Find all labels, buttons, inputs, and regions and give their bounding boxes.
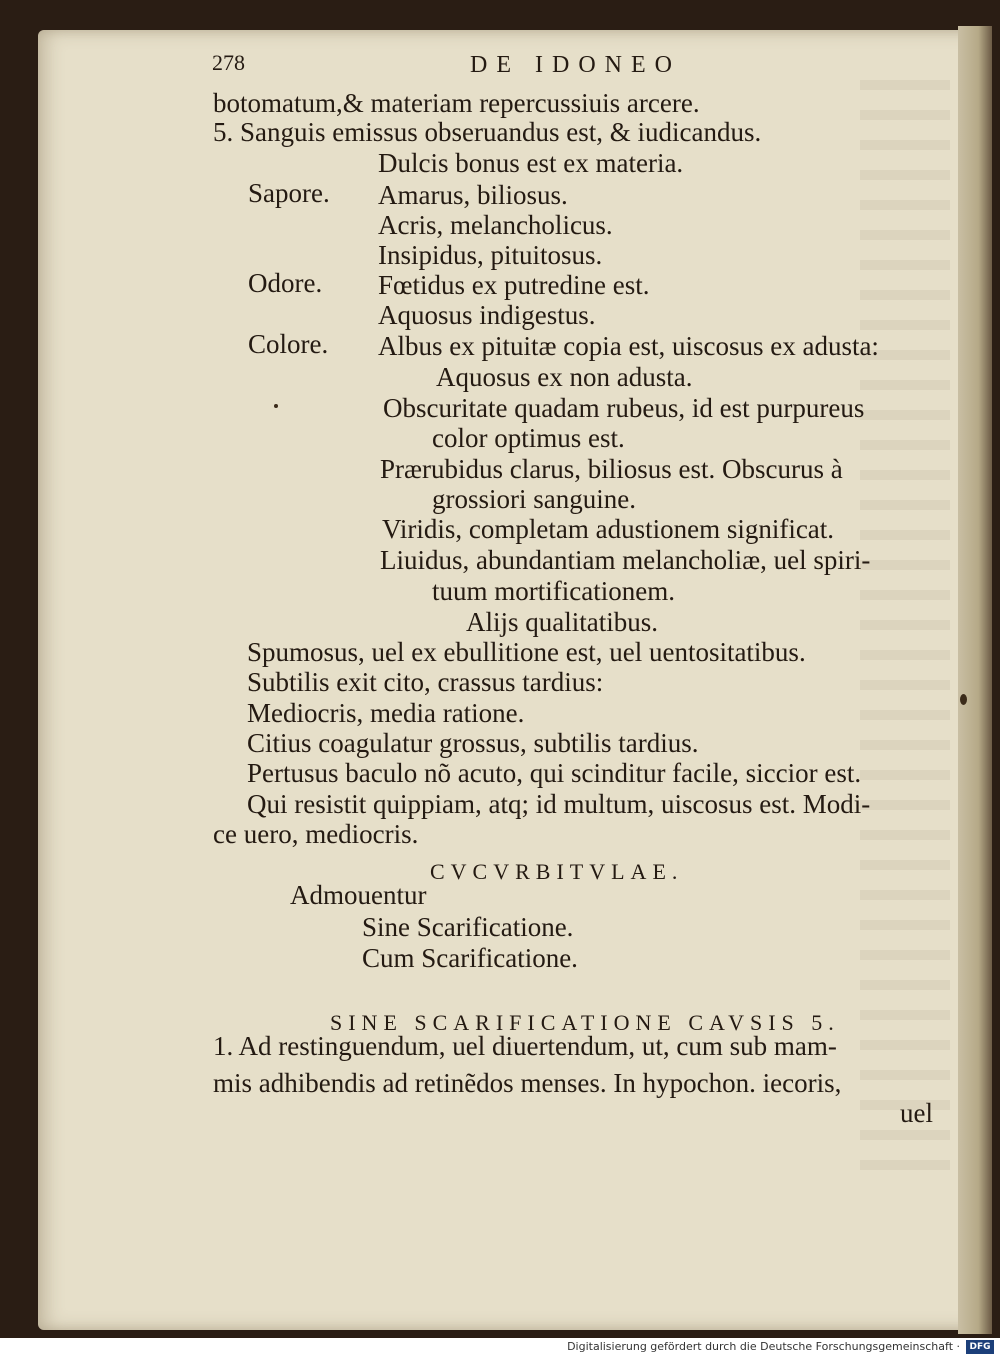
text-line: tuum mortificationem. xyxy=(432,576,675,606)
text-line: Prærubidus clarus, biliosus est. Obscurus à xyxy=(380,454,843,484)
page-number: 278 xyxy=(212,50,245,75)
text-line: ce uero, mediocris. xyxy=(213,819,419,849)
running-title: DE IDONEO xyxy=(470,52,681,78)
footer-bar xyxy=(0,1338,1000,1357)
catchword: uel xyxy=(900,1098,933,1128)
text-line: 5. Sanguis emissus obseruandus est, & iudicandus. xyxy=(213,117,762,147)
text-line: Albus ex pituitæ copia est, uiscosus ex adusta: xyxy=(378,331,879,361)
text-line: Acris, melancholicus. xyxy=(378,210,613,240)
bleed-through xyxy=(860,80,950,1180)
section-heading: CVCVRBITVLAE. xyxy=(430,859,684,884)
text-line: 1. Ad restinguendum, uel diuertendum, ut, cum sub mam- xyxy=(213,1031,837,1061)
text-line: Sine Scarificatione. xyxy=(362,912,574,942)
text-line: Aquosus ex non adusta. xyxy=(436,362,693,392)
section-heading: SINE SCARIFICATIONE CAVSIS 5. xyxy=(330,1010,840,1035)
dfg-logo: DFG xyxy=(966,1340,994,1354)
funding-credit: Digitalisierung gefördert durch die Deutsche Forschungsgemeinschaft · xyxy=(567,1340,960,1353)
text-line: botomatum,& materiam repercussiuis arcere. xyxy=(213,88,700,118)
text-line: Dulcis bonus est ex materia. xyxy=(378,148,684,178)
text-line: Subtilis exit cito, crassus tardius: xyxy=(247,667,604,697)
side-label: Sapore. xyxy=(248,178,330,208)
text-line: Mediocris, media ratione. xyxy=(247,698,525,728)
text-line: Cum Scarificatione. xyxy=(362,943,578,973)
text-line: Fœtidus ex putredine est. xyxy=(378,270,650,300)
text-line: color optimus est. xyxy=(432,423,625,453)
text-line: Citius coagulatur grossus, subtilis tardius. xyxy=(247,728,699,758)
text-line: grossiori sanguine. xyxy=(432,484,636,514)
ink-spot xyxy=(960,694,967,705)
page-edge xyxy=(958,26,992,1334)
text-line: Pertusus baculo nõ acuto, qui scinditur facile, siccior est. xyxy=(247,758,862,788)
text-line: Spumosus, uel ex ebullitione est, uel uentositatibus. xyxy=(247,637,806,667)
text-line: Liuidus, abundantiam melancholiæ, uel spiri- xyxy=(380,545,871,575)
side-label: Colore. xyxy=(248,329,329,359)
side-label: Odore. xyxy=(248,268,323,298)
text-line: Amarus, biliosus. xyxy=(378,180,568,210)
text-line: Viridis, completam adustionem significat. xyxy=(382,514,835,544)
text-line: mis adhibendis ad retinẽdos menses. In hypochon. iecoris, xyxy=(213,1068,842,1098)
text-line: Aquosus indigestus. xyxy=(378,300,596,330)
text-line: Obscuritate quadam rubeus, id est purpureus xyxy=(383,393,865,423)
text-line: Alijs qualitatibus. xyxy=(466,607,658,637)
text-line: Admouentur xyxy=(290,880,427,910)
text-line: Qui resistit quippiam, atq; id multum, uiscosus est. Modi- xyxy=(247,789,871,819)
ink-spot xyxy=(274,404,278,408)
text-line: Insipidus, pituitosus. xyxy=(378,240,603,270)
